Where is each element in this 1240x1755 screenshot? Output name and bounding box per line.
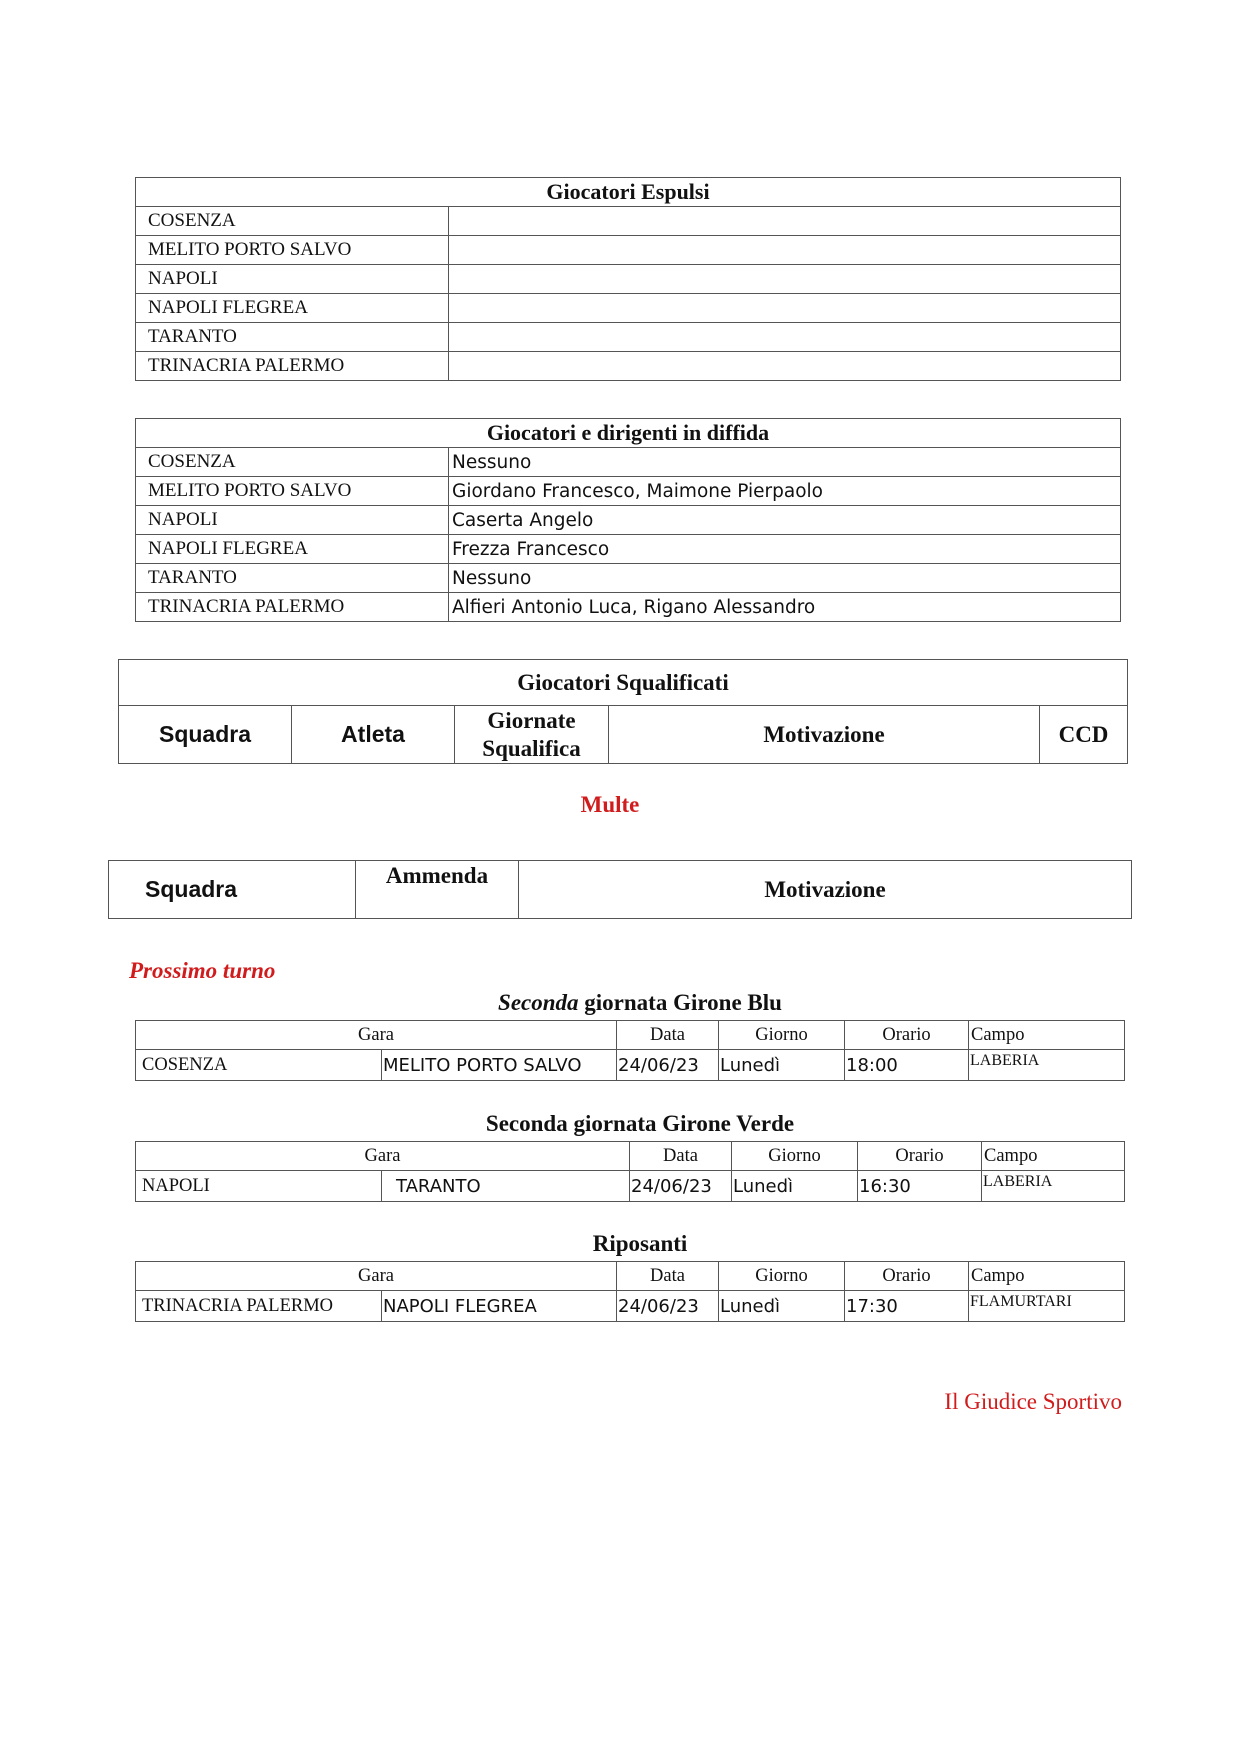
table-row	[136, 535, 1121, 564]
espulsi-table	[135, 177, 1121, 381]
match-time: 17:30	[845, 1291, 969, 1322]
table-row	[136, 265, 1121, 294]
riposanti-table	[135, 1261, 1125, 1322]
table-row	[136, 1050, 1125, 1081]
col-giorno: Giorno	[719, 1021, 845, 1050]
espulsi-title: Giocatori Espulsi	[136, 178, 1121, 207]
table-row	[136, 236, 1121, 265]
girone-blu-title	[400, 990, 880, 1016]
match-date: 24/06/23	[617, 1291, 719, 1322]
girone-blu-title-italic: Seconda	[498, 990, 579, 1015]
away-team: NAPOLI FLEGREA	[382, 1291, 617, 1322]
espulsi-value	[449, 323, 1121, 352]
team-name: TRINACRIA PALERMO	[136, 352, 449, 381]
away-team: TARANTO	[382, 1171, 630, 1202]
col-motivazione: Motivazione	[519, 861, 1132, 919]
col-gara: Gara	[136, 1021, 617, 1050]
table-row	[136, 294, 1121, 323]
riposanti-title: Riposanti	[592, 1231, 688, 1256]
col-orario: Orario	[858, 1142, 982, 1171]
match-time: 18:00	[845, 1050, 969, 1081]
team-name: COSENZA	[136, 207, 449, 236]
table-row	[136, 506, 1121, 535]
match-day: Lunedì	[719, 1291, 845, 1322]
col-giornate-squalifica	[455, 706, 609, 764]
diffida-value: Frezza Francesco	[449, 535, 1121, 564]
table-row	[136, 448, 1121, 477]
girone-blu-table	[135, 1020, 1125, 1081]
team-name: MELITO PORTO SALVO	[136, 477, 449, 506]
squalificati-table	[118, 659, 1128, 764]
home-team: TRINACRIA PALERMO	[136, 1291, 382, 1322]
col-squadra: Squadra	[119, 706, 292, 764]
table-row	[136, 207, 1121, 236]
match-date: 24/06/23	[630, 1171, 732, 1202]
espulsi-value	[449, 352, 1121, 381]
team-name: TARANTO	[136, 564, 449, 593]
prossimo-turno-heading: Prossimo turno	[129, 958, 276, 983]
col-giornate-line2: Squalifica	[482, 735, 581, 761]
team-name: TARANTO	[136, 323, 449, 352]
espulsi-value	[449, 207, 1121, 236]
diffida-table	[135, 418, 1121, 622]
col-campo: Campo	[969, 1262, 1125, 1291]
match-field: FLAMURTARI	[969, 1291, 1125, 1322]
col-giorno: Giorno	[732, 1142, 858, 1171]
match-field: LABERIA	[982, 1171, 1125, 1202]
table-row	[136, 1171, 1125, 1202]
col-atleta: Atleta	[292, 706, 455, 764]
team-name: NAPOLI FLEGREA	[136, 535, 449, 564]
match-time: 16:30	[858, 1171, 982, 1202]
team-name: NAPOLI	[136, 265, 449, 294]
girone-verde-table	[135, 1141, 1125, 1202]
diffida-value: Caserta Angelo	[449, 506, 1121, 535]
col-ammenda: Ammenda	[356, 861, 519, 919]
espulsi-value	[449, 265, 1121, 294]
col-campo: Campo	[969, 1021, 1125, 1050]
diffida-title: Giocatori e dirigenti in diffida	[136, 419, 1121, 448]
girone-blu-title-rest: giornata Girone Blu	[578, 990, 782, 1015]
espulsi-value	[449, 236, 1121, 265]
col-data: Data	[630, 1142, 732, 1171]
team-name: NAPOLI FLEGREA	[136, 294, 449, 323]
col-data: Data	[617, 1021, 719, 1050]
match-field: LABERIA	[969, 1050, 1125, 1081]
col-orario: Orario	[845, 1021, 969, 1050]
signature: Il Giudice Sportivo	[944, 1389, 1122, 1414]
diffida-value: Nessuno	[449, 448, 1121, 477]
col-gara: Gara	[136, 1142, 630, 1171]
col-campo: Campo	[982, 1142, 1125, 1171]
table-row	[136, 564, 1121, 593]
col-giorno: Giorno	[719, 1262, 845, 1291]
diffida-value: Nessuno	[449, 564, 1121, 593]
team-name: NAPOLI	[136, 506, 449, 535]
team-name: MELITO PORTO SALVO	[136, 236, 449, 265]
col-giornate-line1: Giornate	[487, 707, 576, 733]
match-day: Lunedì	[719, 1050, 845, 1081]
girone-verde-title: Seconda giornata Girone Verde	[485, 1111, 795, 1136]
team-name: COSENZA	[136, 448, 449, 477]
diffida-value: Alfieri Antonio Luca, Rigano Alessandro	[449, 593, 1121, 622]
match-day: Lunedì	[732, 1171, 858, 1202]
table-row	[136, 323, 1121, 352]
col-motivazione: Motivazione	[609, 706, 1040, 764]
col-gara: Gara	[136, 1262, 617, 1291]
team-name: TRINACRIA PALERMO	[136, 593, 449, 622]
home-team: COSENZA	[136, 1050, 382, 1081]
diffida-value: Giordano Francesco, Maimone Pierpaolo	[449, 477, 1121, 506]
espulsi-value	[449, 294, 1121, 323]
home-team: NAPOLI	[136, 1171, 382, 1202]
col-ccd: CCD	[1040, 706, 1128, 764]
table-row	[136, 477, 1121, 506]
multe-table	[108, 860, 1132, 919]
table-row	[136, 1291, 1125, 1322]
multe-title: Multe	[580, 792, 640, 817]
match-date: 24/06/23	[617, 1050, 719, 1081]
away-team: MELITO PORTO SALVO	[382, 1050, 617, 1081]
col-data: Data	[617, 1262, 719, 1291]
table-row	[136, 352, 1121, 381]
col-squadra: Squadra	[109, 861, 356, 919]
col-orario: Orario	[845, 1262, 969, 1291]
table-row	[136, 593, 1121, 622]
squalificati-title: Giocatori Squalificati	[119, 660, 1128, 706]
